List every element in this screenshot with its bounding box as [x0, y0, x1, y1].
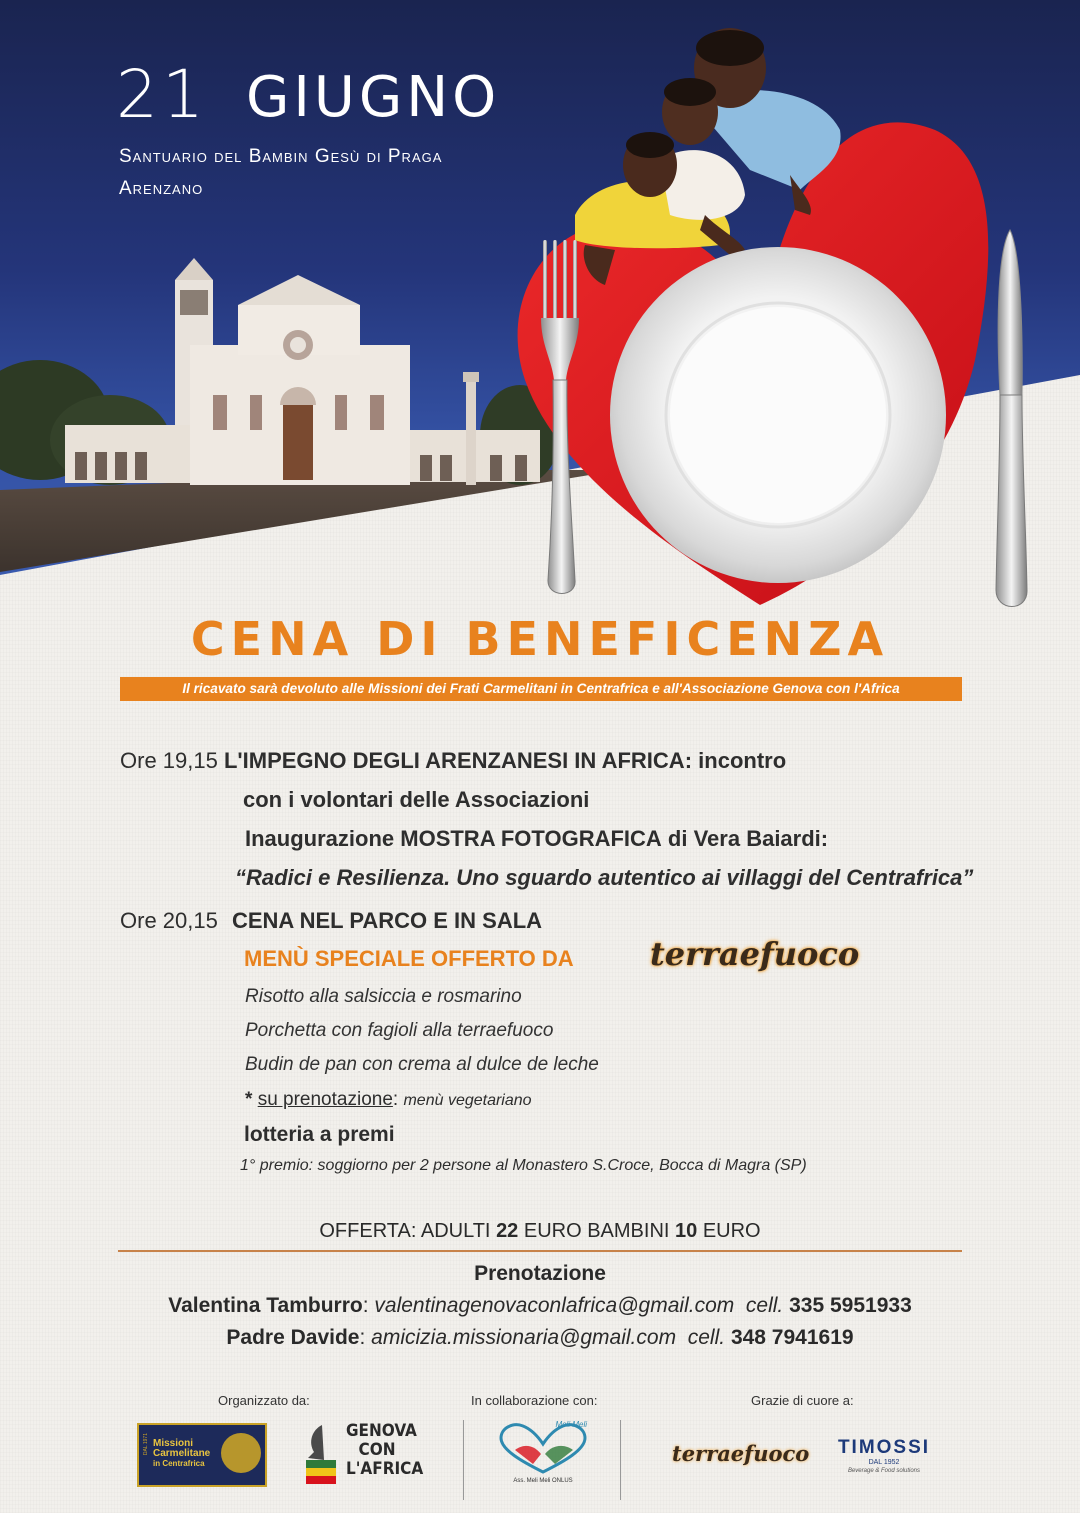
exhibition-quote: “Radici e Resilienza. Uno sguardo autentico ai villaggi del Centrafrica”	[235, 865, 974, 890]
exhibition-title: MOSTRA FOTOGRAFICA	[400, 826, 662, 851]
program-first-line3	[245, 828, 828, 850]
program-first-line	[120, 750, 786, 772]
missioni-line2: Carmelitane	[153, 1448, 211, 1459]
genova-line1: GENOVA	[346, 1421, 417, 1441]
vegetarian-colon: :	[392, 1089, 399, 1110]
date-month: GIUGNO	[246, 65, 501, 130]
program-second-line	[120, 910, 542, 932]
timossi-name: TIMOSSI	[837, 1437, 931, 1458]
vegetarian-text: menù vegetariano	[403, 1092, 532, 1109]
timossi-tagline: Beverage & Food solutions	[847, 1468, 921, 1474]
timossi-logo	[832, 1438, 936, 1480]
contact-cell-label: cell.	[745, 1294, 784, 1317]
program-second-time: Ore 20,15	[120, 908, 218, 933]
program-first-title-tail: incontro	[698, 748, 787, 773]
menu-heading: MENÙ SPECIALE OFFERTO DA	[244, 946, 574, 971]
missioni-carmelitane-logo	[137, 1423, 267, 1487]
timossi-since: DAL 1952	[868, 1459, 900, 1466]
vegetarian-star: *	[245, 1089, 253, 1110]
offer-suffix: EURO	[702, 1220, 761, 1242]
price-offer	[0, 1220, 1080, 1243]
piazza-ground	[0, 470, 620, 572]
menu-item: Risotto alla salsiccia e rosmarino	[245, 986, 522, 1007]
plate	[610, 247, 946, 583]
lottery-prize: 1° premio: soggiorno per 2 persone al Monastero S.Croce, Bocca di Magra (SP)	[240, 1157, 807, 1174]
program-second-title: CENA NEL PARCO E IN SALA	[231, 908, 543, 933]
venue-name: Santuario del Bambin Gesù di Praga	[119, 146, 443, 167]
booking-contact-1: Valentina Tamburro: valentinagenovaconlafrica@gmail.com cell. 335 5951933	[168, 1294, 912, 1317]
contact-cell-label: cell.	[687, 1326, 726, 1349]
collaboration-label: In collaborazione con:	[471, 1393, 598, 1408]
contact-email[interactable]: valentinagenovaconlafrica@gmail.com	[374, 1294, 735, 1317]
missioni-line1: Missioni	[153, 1438, 194, 1449]
program-first-time: Ore 19,15	[120, 748, 218, 773]
separator-line	[118, 1250, 962, 1252]
africa-globe-icon	[221, 1433, 261, 1473]
organized-by-label: Organizzato da:	[218, 1393, 310, 1408]
event-title: CENA DI BENEFICENZA	[190, 612, 890, 666]
meli-meli-mark: Meli Meli	[555, 1420, 587, 1429]
date-day: 21	[116, 56, 208, 133]
vegetarian-note	[245, 1090, 532, 1109]
exhibition-intro: Inaugurazione	[245, 826, 395, 851]
booking-heading: Prenotazione	[474, 1262, 606, 1285]
offer-mid: EURO BAMBINI	[523, 1220, 670, 1242]
contact-name: Valentina Tamburro	[168, 1294, 363, 1317]
offer-prefix: OFFERTA: ADULTI	[319, 1220, 491, 1242]
lottery-heading: lotteria a premi	[244, 1123, 395, 1146]
thanks-label: Grazie di cuore a:	[751, 1393, 854, 1408]
genova-line3: L'AFRICA	[346, 1459, 424, 1479]
missioni-line3: in Centrafrica	[153, 1459, 205, 1468]
contact-phone[interactable]: 348 7941619	[730, 1326, 854, 1349]
church-building	[65, 258, 540, 485]
sponsor-terraefuoco-logo: terraefuoco	[650, 935, 860, 973]
program-first-title: L'IMPEGNO DEGLI ARENZANESI IN AFRICA:	[223, 748, 693, 773]
meli-meli-name: Ass. Meli Meli ONLUS	[513, 1478, 573, 1484]
meli-meli-logo	[493, 1420, 593, 1490]
exhibition-author: di Vera Baiardi:	[667, 826, 829, 851]
menu-item: Budin de pan con crema al dulce de leche	[245, 1054, 599, 1075]
program-first-line2: con i volontari delle Associazioni	[243, 787, 590, 812]
contact-name: Padre Davide	[226, 1326, 360, 1349]
missioni-year: DAL 1971	[143, 1433, 149, 1456]
genova-line2: CON	[358, 1440, 396, 1460]
booking-contact-2: Padre Davide: amicizia.missionaria@gmail.com cell. 348 7941619	[226, 1326, 854, 1349]
contact-email[interactable]: amicizia.missionaria@gmail.com	[371, 1326, 677, 1349]
genova-emblem-icon	[302, 1420, 347, 1485]
beneficiary-banner	[120, 677, 962, 701]
menu-item: Porchetta con fagioli alla terraefuoco	[245, 1020, 554, 1041]
banner-text: Il ricavato sarà devoluto alle Missioni dei Frati Carmelitani in Centrafrica e all'Associazione Genova con l'Africa	[182, 681, 900, 696]
offer-adult-price: 22	[496, 1220, 519, 1242]
footer-divider	[463, 1420, 464, 1500]
venue-town: Arenzano	[119, 178, 204, 199]
offer-child-price: 10	[675, 1220, 698, 1242]
knife	[996, 230, 1027, 607]
terraefuoco-logo: terraefuoco	[672, 1441, 810, 1466]
genova-con-lafrica-logo	[302, 1420, 424, 1485]
vegetarian-label: su prenotazione	[257, 1089, 393, 1110]
contact-phone[interactable]: 335 5951933	[789, 1294, 912, 1317]
footer-divider	[620, 1420, 621, 1500]
